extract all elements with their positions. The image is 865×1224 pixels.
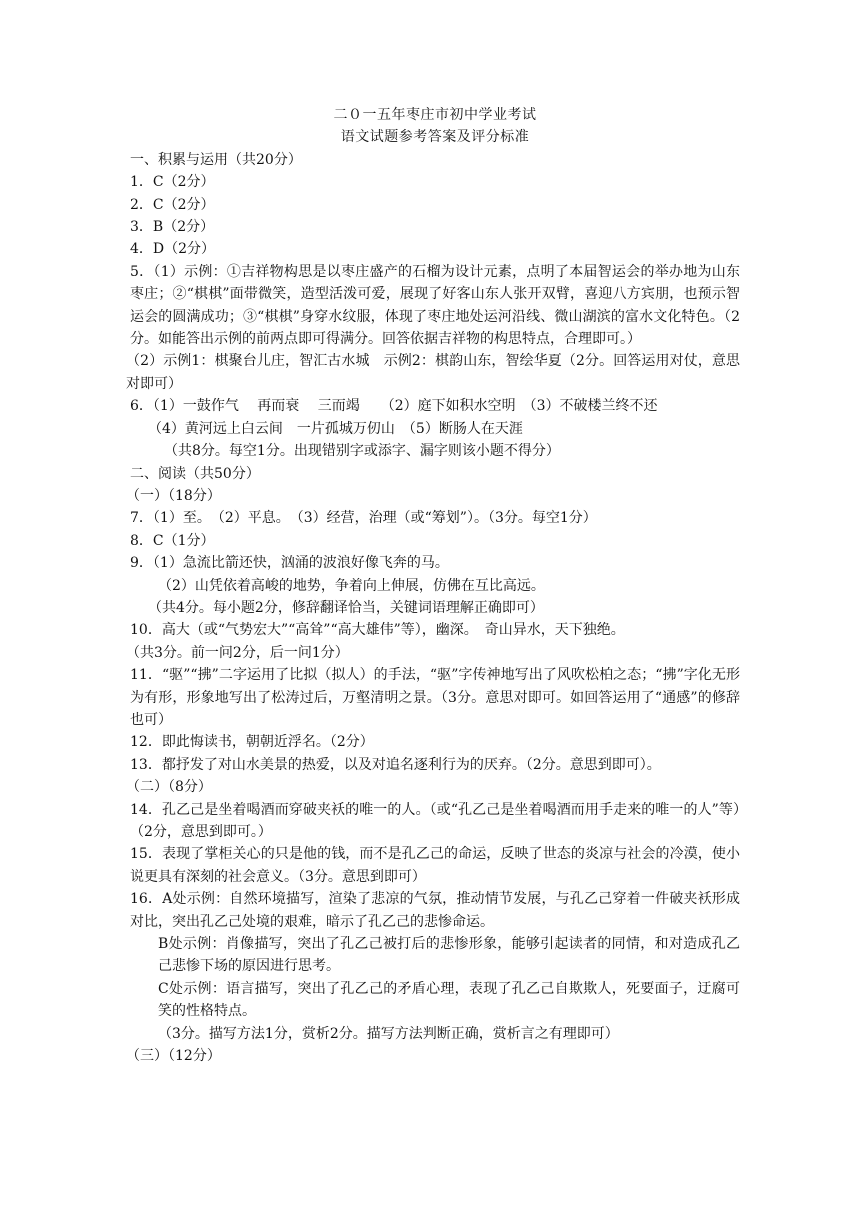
section-heading-accumulation: 一、积累与运用（共20分） [130,151,302,168]
answer-7: 7．（1）至。 （2）平息。 （3）经营，治理（或“筹划”）。（3分。每空1分） [130,510,597,527]
answer-16-note: （3分。描写方法1分，赏析2分。描写方法判断正确，赏析言之有理即可） [158,1025,619,1042]
answer-9-note: （共4分。每小题2分，修辞翻译恰当，关键词语理解正确即可） [148,599,544,616]
answer-9-part-1: 9．（1）急流比箭还快，汹涌的波浪好像飞奔的马。 [130,555,449,572]
answer-8: 8．C（1分） [130,532,215,549]
answer-11: 11．“驱”“拂”二字运用了比拟（拟人）的手法，“驱”字传神地写出了风吹松柏之态；“拂”字化无形为有形，形象地写出了松涛过后，万壑清明之景。（3分。意思对即可。如回答运用了“通感”的修辞也可） [130,667,740,728]
answer-15: 15．表现了掌柜关心的只是他的钱，而不是孔乙己的命运，反映了世态的炎凉与社会的冷漠，使小说更具有深刻的社会意义。（3分。意思到即可） [130,846,740,885]
answer-6-line-1: 6．（1）一鼓作气 再而衰 三而竭 （2）庭下如积水空明 （3）不破楼兰终不还 [130,398,658,415]
subsection-2-heading: （二）（8分） [126,779,212,796]
answer-14: 14．孔乙己是坐着喝酒而穿破夹袄的唯一的人。（或“孔乙己是坐着喝酒而用手走来的唯一的人”等）（2分，意思到即可。） [130,801,740,840]
answer-16-b: B处示例：肖像描写，突出了孔乙己被打后的悲惨形象，能够引起读者的同情，和对造成孔乙己悲惨下场的原因进行思考。 [158,936,740,975]
answer-2: 2．C（2分） [130,196,215,213]
answer-4: 4．D（2分） [130,241,216,258]
subsection-3-heading: （三）（12分） [126,1048,221,1065]
answer-10-note: （共3分。前一问2分，后一问1分） [126,644,349,661]
answer-5-part-2: （2）示例1：棋聚台儿庄，智汇古水城 示例2：棋韵山东，智绘华夏（2分。回答运用对仗，意思对即可） [126,353,740,392]
answer-6-line-2: （4）黄河远上白云间 一片孤城万仞山 （5）断肠人在天涯 [148,420,523,437]
answer-1: 1．C（2分） [130,174,215,191]
answer-13: 13．都抒发了对山水美景的热爱，以及对追名逐利行为的厌弃。（2分。意思到即可）。 [130,756,661,773]
document-title: 二０一五年枣庄市初中学业考试 [333,107,537,123]
answer-5-part-1: 5．（1）示例：①吉祥物构思是以枣庄盛产的石榴为设计元素，点明了本届智运会的举办地为山东枣庄；②“棋棋”面带微笑，造型活泼可爱，展现了好客山东人张开双臂，喜迎八方宾朋，也预示智运会的圆满成功；③“棋棋”身穿水纹服，体现了枣庄地处运河沿线、微山湖滨的富水文化特色。（2分。如能答出示例的前两点即可得满分。回答依据吉祥物的构思特点，合理即可。） [130,263,740,348]
section-heading-reading: 二、阅读（共50分） [130,465,260,482]
subsection-1-heading: （一）（18分） [126,487,221,504]
answer-12: 12．即此悔读书，朝朝近浮名。（2分） [130,734,374,751]
answer-9-part-2: （2）山凭依着高峻的地势，争着向上伸展，仿佛在互比高远。 [158,577,545,594]
document-subtitle: 语文试题参考答案及评分标准 [340,129,530,146]
answer-6-note: （共8分。每空1分。出现错别字或添字、漏字则该小题不得分） [164,443,560,460]
answer-key-content [126,104,740,1067]
answer-10: 10．高大（或“气势宏大”“高耸”“高大雄伟”等），幽深。 奇山异水，天下独绝。 [130,622,625,639]
answer-16-c: C处示例：语言描写，突出了孔乙己的矛盾心理，表现了孔乙己自欺欺人，死要面子，迂腐可笑的性格特点。 [158,980,740,1020]
answer-3: 3．B（2分） [130,219,215,236]
answer-16-a: 16．A处示例：自然环境描写，渲染了悲凉的气氛，推动情节发展，与孔乙己穿着一件破夹袄形成对比，突出孔乙己处境的艰难，暗示了孔乙己的悲惨命运。 [130,891,740,930]
